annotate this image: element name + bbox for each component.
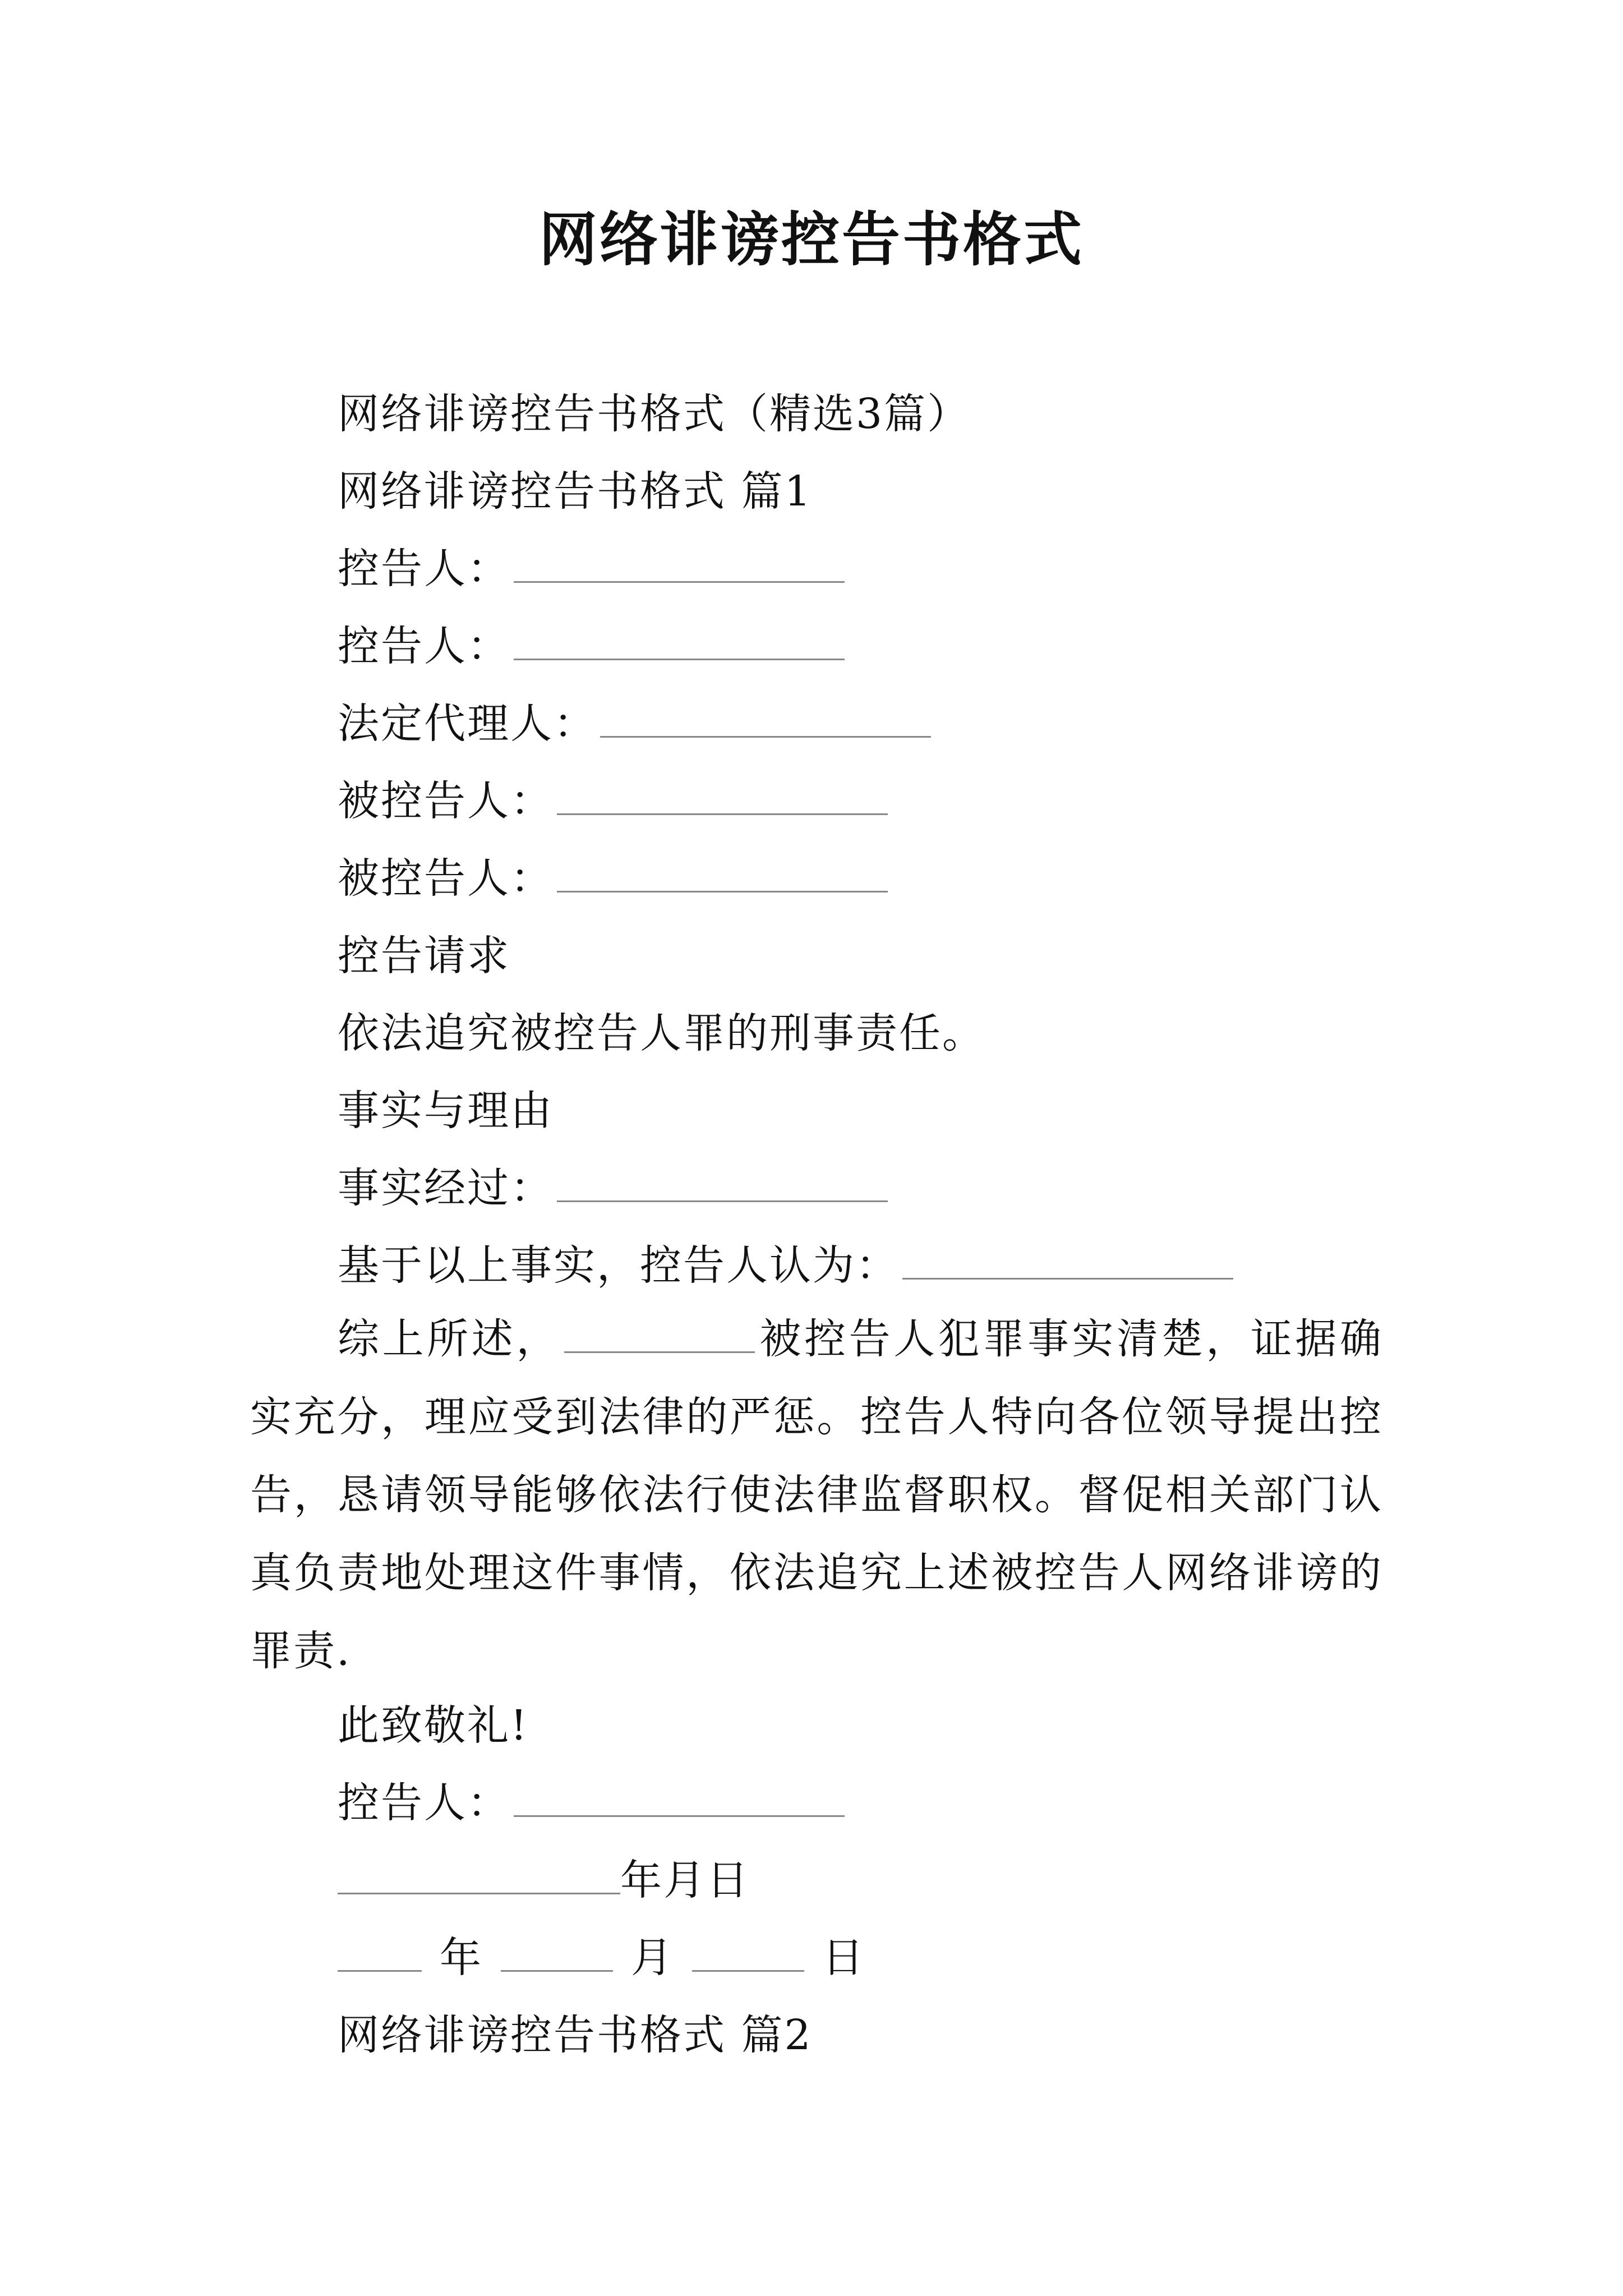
complainant-field-2 — [338, 618, 845, 674]
conclusion-prefix: 综上所述， — [338, 1315, 561, 1363]
field-label: 被控告人： — [338, 854, 554, 903]
field-label: 基于以上事实，控告人认为： — [338, 1241, 899, 1290]
complainant-field-1 — [338, 541, 845, 597]
date-line-2 — [338, 1930, 883, 1986]
section-heading-2: 网络诽谤控告书格式 篇2 — [338, 2011, 813, 2059]
day-blank — [692, 1935, 804, 1972]
signature-field — [338, 1775, 845, 1831]
field-label: 控告人： — [338, 1779, 510, 1827]
facts-heading: 事实与理由 — [338, 1087, 554, 1135]
request-heading: 控告请求 — [338, 932, 510, 980]
legal-agent-field — [338, 696, 931, 752]
date-label: 年月日 — [620, 1856, 750, 1904]
blank-line — [564, 1317, 755, 1353]
field-label: 控告人： — [338, 545, 510, 593]
closing-salutation: 此致敬礼! — [338, 1701, 529, 1750]
year-blank — [338, 1935, 422, 1972]
blank-line — [557, 856, 888, 892]
date-line-1 — [338, 1852, 750, 1908]
field-label: 控告人： — [338, 622, 510, 670]
section-heading-1: 网络诽谤控告书格式 篇1 — [338, 467, 813, 516]
basis-field — [338, 1237, 1233, 1294]
field-label: 事实经过： — [338, 1164, 554, 1212]
blank-line — [557, 1166, 888, 1202]
day-label: 日 — [822, 1934, 865, 1982]
blank-line — [514, 546, 845, 583]
blank-line — [514, 624, 845, 660]
document-title: 网络诽谤控告书格式 — [538, 205, 1084, 274]
defendant-field-2 — [338, 850, 888, 907]
defendant-field-1 — [338, 773, 888, 829]
month-label: 月 — [631, 1934, 674, 1982]
blank-line — [902, 1243, 1233, 1280]
blank-line — [600, 701, 931, 738]
conclusion-text: 被控告人犯罪事实清楚，证据确实充分，理应受到法律的严惩。控告人特向各位领导提出控告，恳请领导能够依法行使法律监督职权。督促相关部门认真负责地处理这件事情，依法追究上述被控告人网络诽谤的罪责. — [250, 1315, 1384, 1675]
blank-line — [557, 779, 888, 815]
blank-line — [514, 1780, 845, 1817]
facts-field — [338, 1160, 888, 1216]
request-text: 依法追究被控告人罪的刑事责任。 — [338, 1009, 985, 1057]
year-label: 年 — [440, 1934, 483, 1982]
field-label: 被控告人： — [338, 777, 554, 825]
subtitle: 网络诽谤控告书格式（精选3篇） — [338, 390, 971, 438]
blank-line — [338, 1858, 620, 1894]
field-label: 法定代理人： — [338, 700, 597, 748]
conclusion-paragraph — [250, 1300, 1383, 1690]
month-blank — [501, 1935, 613, 1972]
